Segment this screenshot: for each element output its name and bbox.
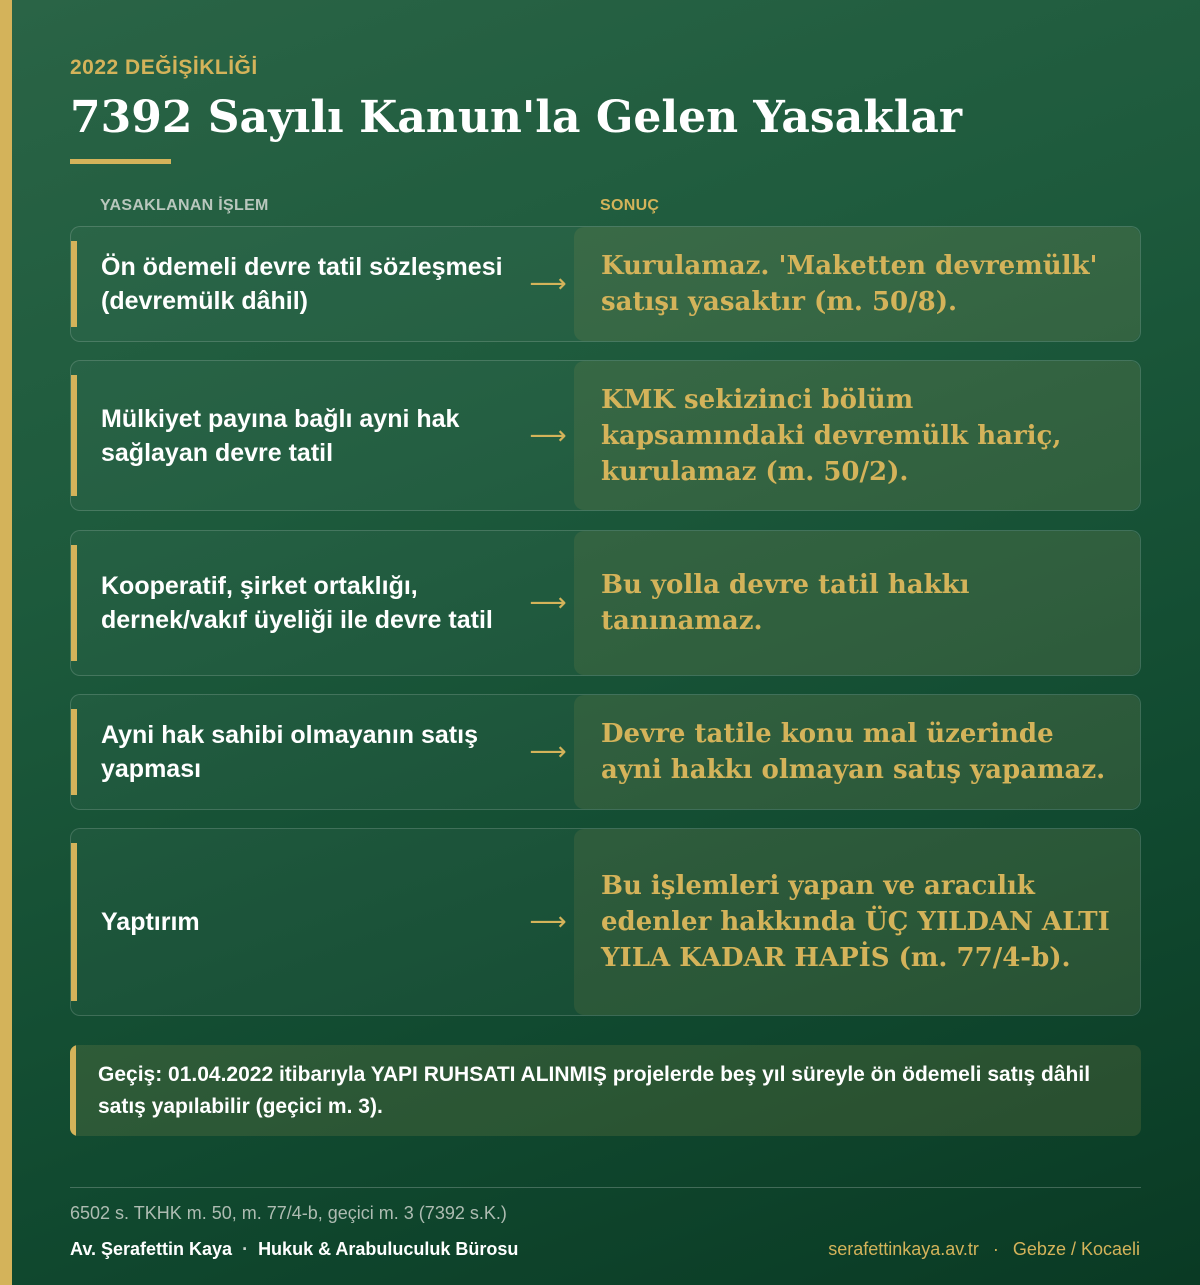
title-underline [70,159,171,164]
firm-name: Hukuk & Arabuluculuk Bürosu [258,1239,519,1259]
footer-divider [70,1187,1141,1188]
result-text: Bu yolla devre tatil hakkı tanınamaz. [601,570,970,636]
note-accent-bar [70,1045,76,1136]
result-text: KMK sekizinci bölüm kapsamındaki devremülk hariç, kurulamaz (m. 50/2). [601,384,1062,487]
author-line [70,1239,518,1260]
website-link[interactable]: serafettinkaya.av.tr [828,1239,979,1259]
contact-line [828,1239,1140,1260]
arrow-right-icon: ⟶ [529,269,567,299]
eyebrow-label: 2022 DEĞİŞİKLİĞİ [70,56,258,79]
column-header-result: SONUÇ [600,197,660,214]
separator-dot: · [242,1239,249,1259]
arrow-right-icon: ⟶ [529,588,567,618]
prohibition-row [70,360,1141,511]
result-text: Devre tatile konu mal üzerinde ayni hakkı olmayan satış yapamaz. [601,719,1106,785]
result-text: Kurulamaz. 'Maketten devremülk' satışı yasaktır (m. 50/8). [601,251,1098,317]
row-accent-bar [71,241,77,327]
arrow-right-icon: ⟶ [529,907,567,937]
prohibition-row [70,530,1141,676]
arrow-right-icon: ⟶ [529,737,567,767]
prohibited-action-label: Ayni hak sahibi olmayanın satış yapması [101,721,478,783]
prohibited-action-label: Kooperatif, şirket ortaklığı, dernek/vakıf üyeliği ile devre tatil [101,572,493,634]
row-accent-bar [71,375,77,496]
row-accent-bar [71,843,77,1001]
row-accent-bar [71,709,77,795]
prohibition-row [70,694,1141,810]
legal-reference: 6502 s. TKHK m. 50, m. 77/4-b, geçici m. 3 (7392 s.K.) [70,1203,507,1223]
prohibited-action-label: Mülkiyet payına bağlı ayni hak sağlayan devre tatil [101,404,460,467]
arrow-right-icon: ⟶ [529,420,567,451]
transition-note-text: Geçiş: 01.04.2022 itibarıyla YAPI RUHSATI ALINMIŞ projelerde beş yıl süreyle ön ödemeli satış dâhil satış yapılabilir (geçici m. 3). [98,1063,1091,1118]
prohibited-action-label: Yaptırım [101,908,200,936]
result-text: Bu işlemleri yapan ve aracılık edenler hakkında ÜÇ YILDAN ALTI YILA KADAR HAPİS (m. 77/4-b). [601,871,1110,973]
row-accent-bar [71,545,77,661]
author-name: Av. Şerafettin Kaya [70,1239,233,1259]
location-text: Gebze / Kocaeli [1012,1239,1140,1259]
column-header-prohibited-action: YASAKLANAN İŞLEM [100,197,269,214]
separator-dot: · [992,1239,999,1259]
page-title: 7392 Sayılı Kanun'la Gelen Yasaklar [70,92,963,143]
left-accent-stripe [0,0,12,1285]
transition-note [70,1045,1141,1136]
prohibited-action-label: Ön ödemeli devre tatil sözleşmesi (devremülk dâhil) [101,253,503,315]
sanction-row [70,828,1141,1016]
prohibition-row [70,226,1141,342]
